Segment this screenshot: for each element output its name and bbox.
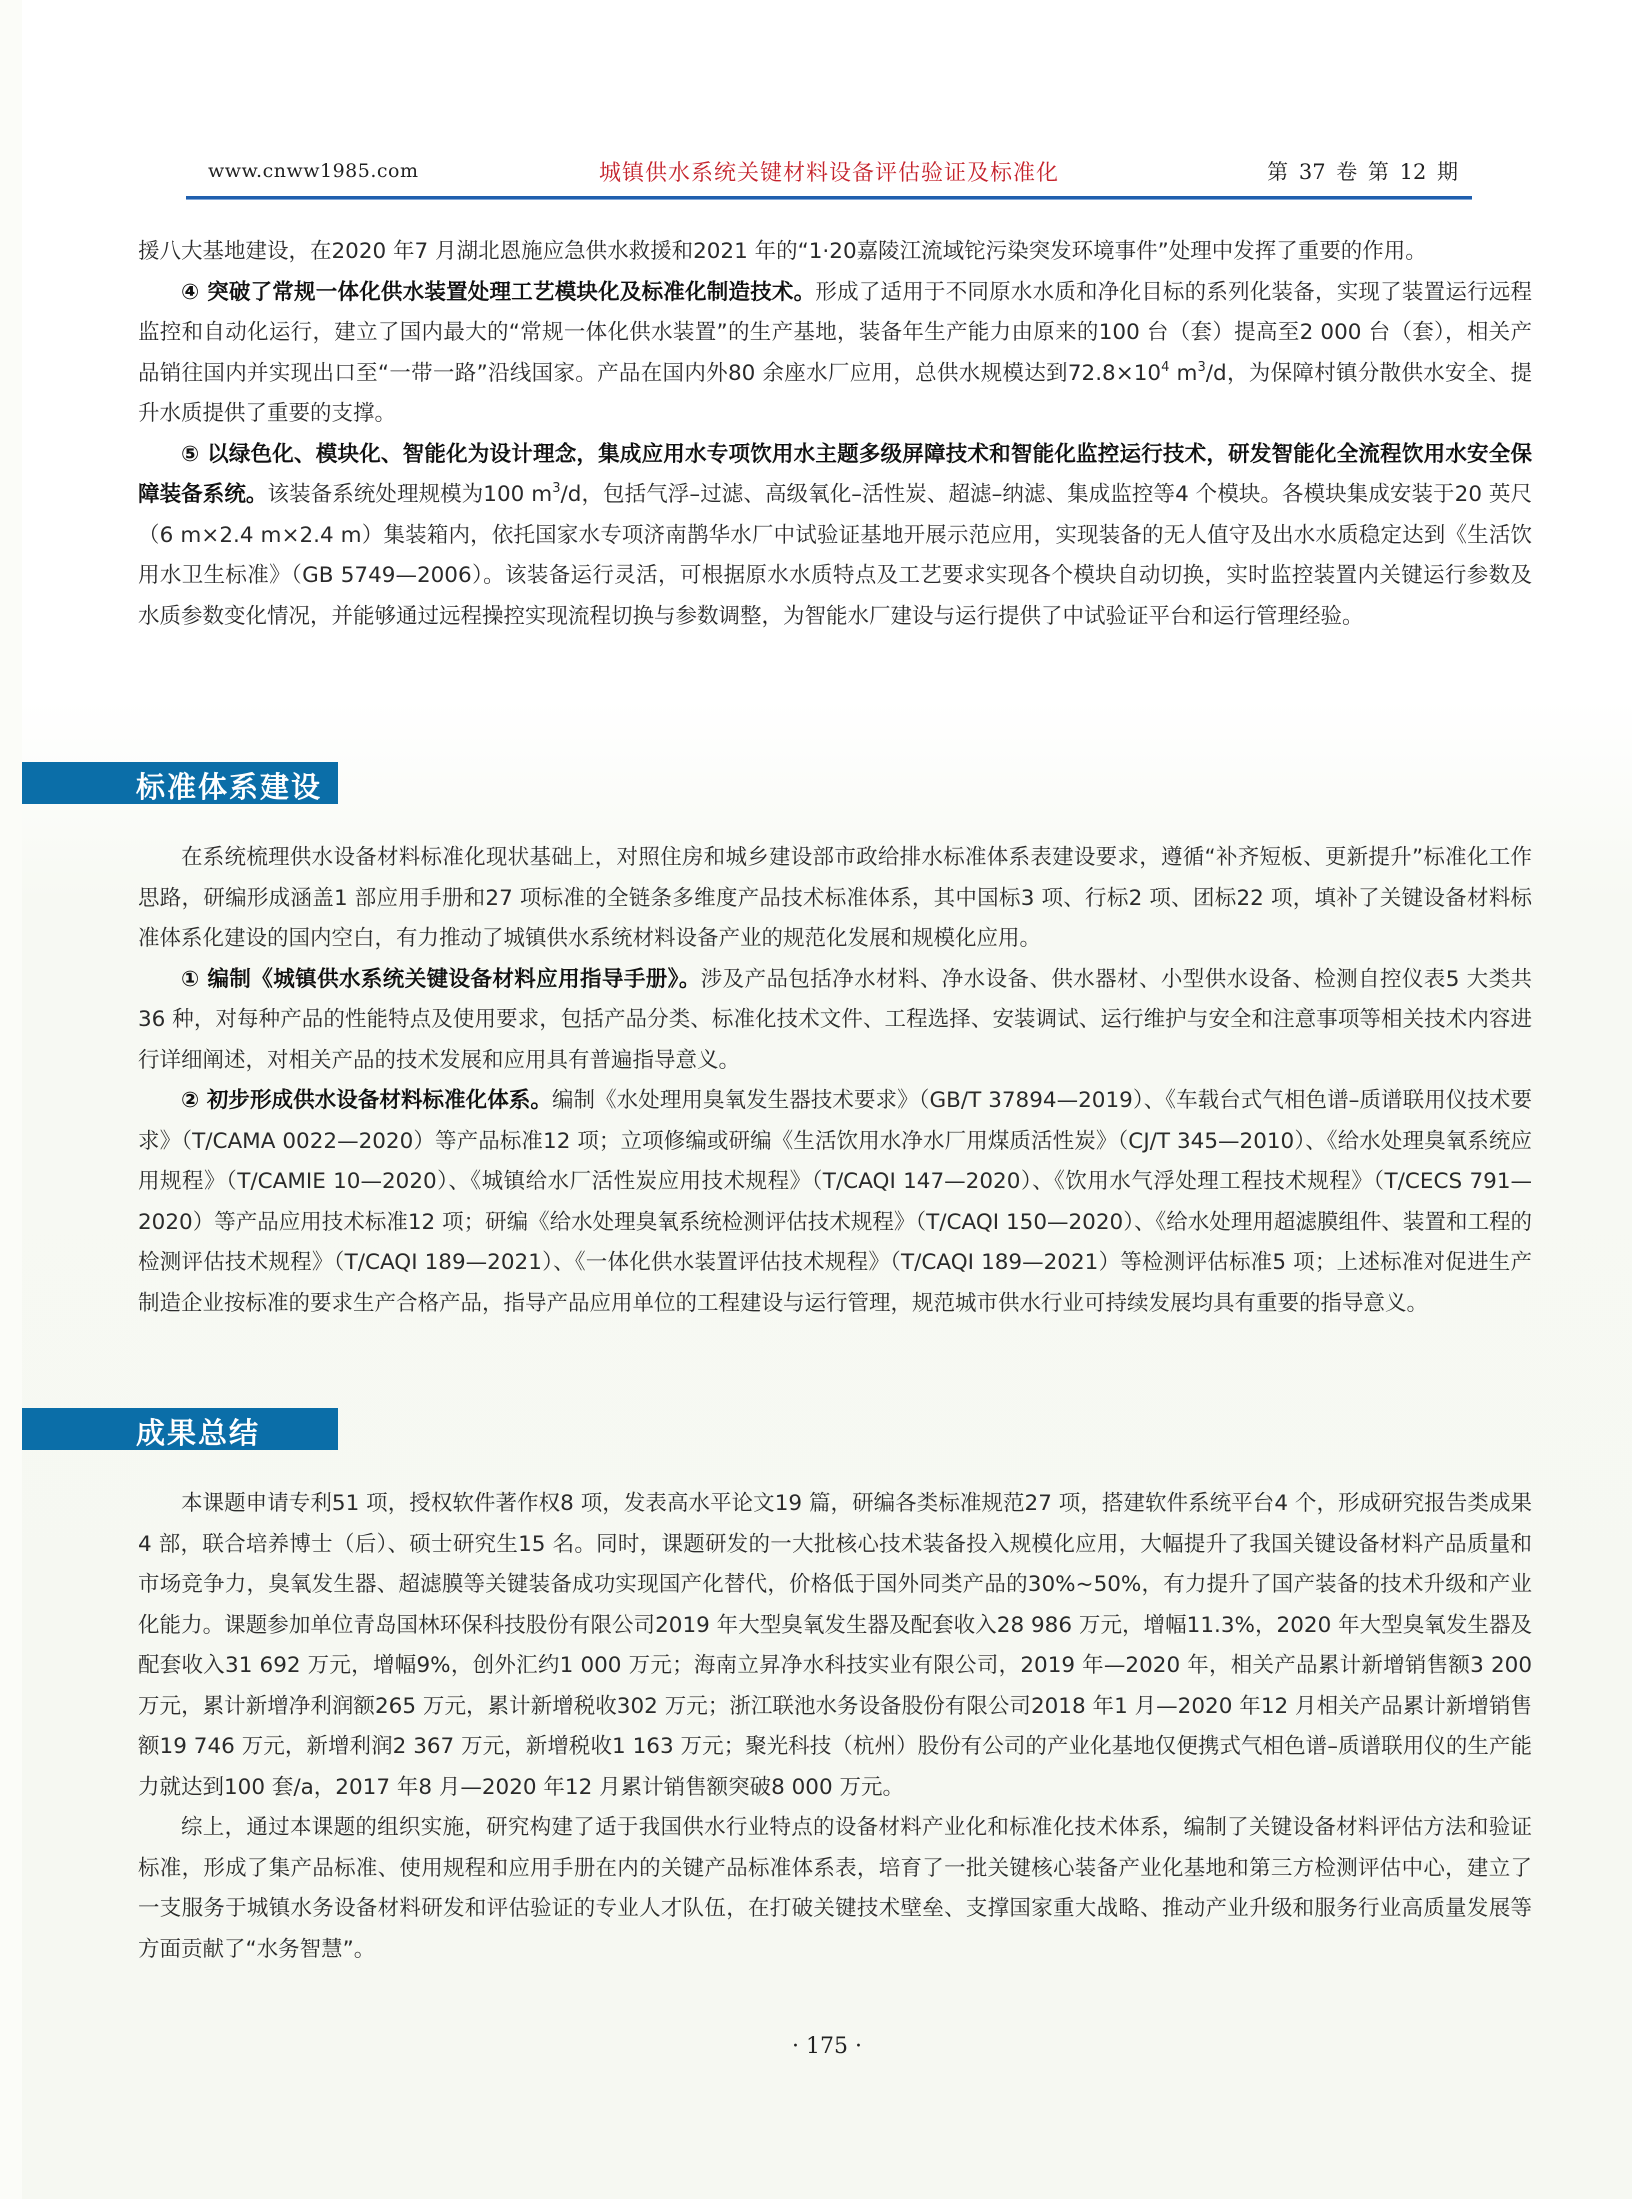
intro-block: [138, 232, 1532, 637]
results-paragraph-2: 综上，通过本课题的组织实施，研究构建了适于我国供水行业特点的设备材料产业化和标准化技术体系，编制了关键设备材料评估方法和验证标准，形成了集产品标准、使用规程和应用手册在内的关键产品标准体系表，培育了一批关键核心装备产业化基地和第三方检测评估中心，建立了一支服务于城镇水务设备材料研发和评估验证的专业人才队伍，在打破关键技术壁垒、支撑国家重大战略、推动产业升级和服务行业高质量发展等方面贡献了“水务智慧”。: [138, 1815, 1532, 1962]
item-4-sup-2: 3: [1197, 359, 1206, 375]
page-margin-strip: [0, 0, 22, 2199]
item-4-text-b: m: [1169, 360, 1198, 386]
item-5-paragraph: [138, 435, 1532, 638]
item-5-sup: 3: [552, 481, 561, 496]
item-4-lead: ④ 突破了常规一体化供水装置处理工艺模块化及标准化制造技术。: [181, 279, 816, 305]
volume-issue: 第 37 卷 第 12 期: [1267, 160, 1458, 184]
item-4-text-c: /d，为保障村镇分散供水安全、提升水质提供了重要的支撑。: [138, 360, 1532, 426]
item-5-text-b: /d，包括气浮–过滤、高级氧化–活性炭、超滤–纳滤、集成监控等4 个模块。各模块集成安装于20 英尺（6 m×2.4 m×2.4 m）集装箱内，依托国家水专项济南鹊华水厂中试验证基地开展示范应用，实现装备的无人值守及出水水质稳定达到《生活饮用水卫生标准》（GB 5749—2006）。该装备运行灵活，可根据原水水质特点及工艺要求实现各个模块自动切换，实时监控装置内关键运行参数及水质参数变化情况，并能够通过远程操控实现流程切换与参数调整，为智能水厂建设与运行提供了中试验证平台和运行管理经验。: [138, 482, 1532, 629]
results-paragraph-1: 本课题申请专利51 项，授权软件著作权8 项，发表高水平论文19 篇，研编各类标准规范27 项，搭建软件系统平台4 个，形成研究报告类成果4 部，联合培养博士（后）、硕士研究生15 名。同时，课题研发的一大批核心技术装备投入规模化应用，大幅提升了我国关键设备材料产品质量和市场竞争力，臭氧发生器、超滤膜等关键装备成功实现国产化替代，价格低于国外同类产品的30%~50%，有力提升了国产装备的技术升级和产业化能力。课题参加单位青岛国林环保科技股份有限公司2019 年大型臭氧发生器及配套收入28 986 万元，增幅11.3%，2020 年大型臭氧发生器及配套收入31 692 万元，增幅9%，创外汇约1 000 万元；海南立昇净水科技实业有限公司，2019 年—2020 年，相关产品累计新增销售额3 200 万元，累计新增净利润额265 万元，累计新增税收302 万元；浙江联池水务设备股份有限公司2018 年1 月—2020 年12 月相关产品累计新增销售额19 746 万元，新增利润2 367 万元，新增税收1 163 万元；聚光科技（杭州）股份有公司的产业化基地仅便携式气相色谱–质谱联用仪的生产能力就达到100 套/a，2017 年8 月—2020 年12 月累计销售额突破8 000 万元。: [138, 1491, 1532, 1800]
item-5-lead: ⑤ 以绿色化、模块化、智能化为设计理念，集成应用水专项饮用水主题多级屏障技术和智能化监控运行技术，研发智能化全流程饮用水安全保障装备系统。: [138, 441, 1532, 507]
item-4-text-a: 形成了适用于不同原水水质和净化目标的系列化装备，实现了装置运行远程监控和自动化运行，建立了国内最大的“常规一体化供水装置”的生产基地，装备年生产能力由原来的100 台（套）提高至2 000 台（套），相关产品销往国内并实现出口至“一带一路”沿线国家。产品在国内外80 余座水厂应用，总供水规模达到72.8×10: [138, 279, 1532, 386]
page-number: · 175 ·: [792, 2034, 862, 2059]
section-heading-results-label: 成果总结: [136, 1416, 261, 1450]
standards-item-1-lead: ① 编制《城镇供水系统关键设备材料应用指导手册》。: [181, 966, 701, 992]
journal-page: [22, 0, 1632, 2199]
item-5-text-a: 该装备系统处理规模为100 m: [267, 482, 553, 507]
journal-url: www.cnww1985.com: [208, 160, 419, 182]
standards-item-2-paragraph: [138, 1081, 1532, 1324]
running-header: [186, 156, 1472, 196]
continuation-paragraph: 援八大基地建设，在2020 年7 月湖北恩施应急供水救援和2021 年的“1·20嘉陵江流域铊污染突发环境事件”处理中发挥了重要的作用。: [138, 239, 1427, 264]
section-heading-standards: [22, 762, 338, 804]
running-title: 城镇供水系统关键材料设备评估验证及标准化: [598, 161, 1059, 186]
standards-item-2-lead: ② 初步形成供水设备材料标准化体系。: [181, 1088, 552, 1113]
standards-item-1-paragraph: [138, 960, 1532, 1082]
item-4-paragraph: [138, 273, 1532, 435]
standards-item-2-text: 编制《水处理用臭氧发生器技术要求》（GB/T 37894—2019）、《车载台式气相色谱–质谱联用仪技术要求》（T/CAMA 0022—2020）等产品标准12 项；立项修编或研编《生活饮用水净水厂用煤质活性炭》（CJ/T 345—2010）、《给水处理臭氧系统应用规程》（T/CAMIE 10—2020）、《城镇给水厂活性炭应用技术规程》（T/CAQI 147—2020）、《饮用水气浮处理工程技术规程》（T/CECS 791—2020）等产品应用技术标准12 项；研编《给水处理臭氧系统检测评估技术规程》（T/CAQI 150—2020）、《给水处理用超滤膜组件、装置和工程的检测评估技术规程》（T/CAQI 189—2021）、《一体化供水装置评估技术规程》（T/CAQI 189—2021）等检测评估标准5 项；上述标准对促进生产制造企业按标准的要求生产合格产品，指导产品应用单位的工程建设与运行管理，规范城市供水行业可持续发展均具有重要的指导意义。: [138, 1088, 1532, 1316]
results-block: [138, 1484, 1532, 1970]
standards-item-1-text: 涉及产品包括净水材料、净水设备、供水器材、小型供水设备、检测自控仪表5 大类共36 种，对每种产品的性能特点及使用要求，包括产品分类、标准化技术文件、工程选择、安装调试、运行维护与安全和注意事项等相关技术内容进行详细阐述，对相关产品的技术发展和应用具有普遍指导意义。: [138, 966, 1532, 1073]
standards-intro-paragraph: 在系统梳理供水设备材料标准化现状基础上，对照住房和城乡建设部市政给排水标准体系表建设要求，遵循“补齐短板、更新提升”标准化工作思路，研编形成涵盖1 部应用手册和27 项标准的全链条多维度产品技术标准体系，其中国标3 项、行标2 项、团标22 项，填补了关键设备材料标准体系化建设的国内空白，有力推动了城镇供水系统材料设备产业的规范化发展和规模化应用。: [138, 845, 1532, 951]
item-4-sup-1: 4: [1161, 359, 1170, 375]
header-rule: [186, 196, 1472, 200]
section-heading-results: [22, 1408, 338, 1450]
standards-block: [138, 838, 1532, 1324]
section-heading-standards-label: 标准体系建设: [136, 770, 323, 804]
